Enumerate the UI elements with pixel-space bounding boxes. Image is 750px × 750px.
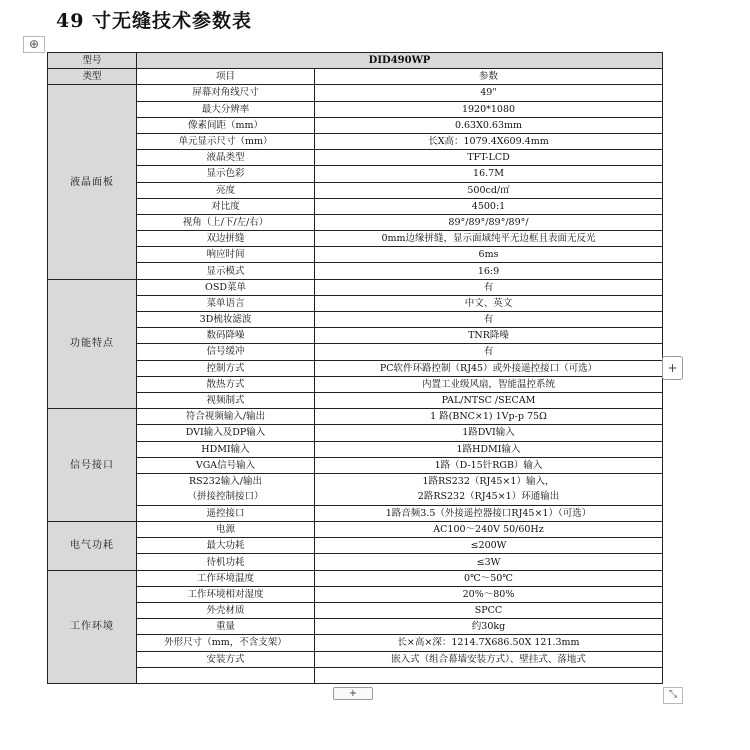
table-row — [48, 182, 663, 198]
table-row — [48, 457, 663, 473]
row-value: 1路（D-15针RGB）输入 — [315, 457, 663, 473]
row-item: 响应时间 — [137, 247, 315, 263]
add-column-button[interactable]: + — [662, 356, 683, 380]
row-value: 内置工业级风扇，智能温控系统 — [315, 376, 663, 392]
row-item: OSD菜单 — [137, 279, 315, 295]
table-row — [48, 586, 663, 602]
row-item: 电源 — [137, 522, 315, 538]
row-value: 1 路(BNC×1) 1Vp-p 75Ω — [315, 409, 663, 425]
row-item: 信号缓冲 — [137, 344, 315, 360]
table-row — [48, 619, 663, 635]
table-row — [48, 231, 663, 247]
table-row — [48, 344, 663, 360]
row-value-line: 2路RS232（RJ45×1）环通输出 — [417, 491, 560, 503]
row-value-line: 1路RS232（RJ45×1）输入， — [422, 476, 555, 488]
table-row — [48, 247, 663, 263]
model-label: 型号 — [48, 53, 137, 69]
row-value: 4500:1 — [315, 198, 663, 214]
row-value: 0℃～50℃ — [315, 570, 663, 586]
row-item: 视频制式 — [137, 392, 315, 408]
row-item: 菜单语言 — [137, 295, 315, 311]
row-item: 散热方式 — [137, 376, 315, 392]
row-item: 工作环境温度 — [137, 570, 315, 586]
table-row — [48, 522, 663, 538]
table-row — [48, 635, 663, 651]
row-item: 显示色彩 — [137, 166, 315, 182]
row-item: DVI输入及DP输入 — [137, 425, 315, 441]
table-row — [48, 409, 663, 425]
row-item: 重量 — [137, 619, 315, 635]
type-header: 类型 — [48, 69, 137, 85]
row-value: 1路音频3.5（外接遥控器接口RJ45×1）（可选） — [315, 505, 663, 521]
group-lcd-panel: 液晶面板 — [48, 85, 137, 279]
row-value: 1路DVI输入 — [315, 425, 663, 441]
row-item: 符合视频输入/输出 — [137, 409, 315, 425]
row-item — [137, 473, 315, 505]
row-value: 0.63X0.63mm — [315, 117, 663, 133]
table-row — [48, 312, 663, 328]
row-item: 显示模式 — [137, 263, 315, 279]
table-row — [48, 603, 663, 619]
row-value: 长×高×深：1214.7X686.50X 121.3mm — [315, 635, 663, 651]
group-features: 功能特点 — [48, 279, 137, 409]
table-row — [48, 279, 663, 295]
row-item: HDMI输入 — [137, 441, 315, 457]
row-item — [137, 667, 315, 683]
table-row — [48, 295, 663, 311]
row-value: 89°/89°/89°/89°/ — [315, 214, 663, 230]
row-value: 49" — [315, 85, 663, 101]
table-row — [48, 360, 663, 376]
table-row — [48, 166, 663, 182]
table-row — [48, 441, 663, 457]
row-value: 500cd/㎡ — [315, 182, 663, 198]
row-item: 视角（上/下/左/右） — [137, 214, 315, 230]
row-item: 3D梳妆滤波 — [137, 312, 315, 328]
table-row — [48, 473, 663, 505]
row-value: 1路HDMI输入 — [315, 441, 663, 457]
table-row — [48, 392, 663, 408]
table-row — [48, 505, 663, 521]
row-value: 有 — [315, 279, 663, 295]
row-item: 亮度 — [137, 182, 315, 198]
row-value: 长X高：1079.4X609.4mm — [315, 133, 663, 149]
add-row-button[interactable]: + — [333, 687, 373, 700]
table-row — [48, 150, 663, 166]
table-row — [48, 667, 663, 683]
table-row — [48, 328, 663, 344]
row-value: 约30kg — [315, 619, 663, 635]
table-row — [48, 263, 663, 279]
row-item: 像素间距（mm） — [137, 117, 315, 133]
table-row — [48, 117, 663, 133]
row-item-line: （拼接控制接口） — [187, 491, 264, 503]
row-item: 待机功耗 — [137, 554, 315, 570]
row-value: 有 — [315, 312, 663, 328]
group-power: 电气功耗 — [48, 522, 137, 571]
row-item: 控制方式 — [137, 360, 315, 376]
item-header: 项目 — [137, 69, 315, 85]
row-item: VGA信号输入 — [137, 457, 315, 473]
table-row — [48, 554, 663, 570]
row-value: 1920*1080 — [315, 101, 663, 117]
table-row — [48, 538, 663, 554]
group-environment: 工作环境 — [48, 570, 137, 683]
row-item: 遥控接口 — [137, 505, 315, 521]
page-title: 49 寸无缝技术参数表 — [56, 10, 253, 32]
row-item: 最大功耗 — [137, 538, 315, 554]
table-row — [48, 101, 663, 117]
row-value: 16.7M — [315, 166, 663, 182]
row-item: 对比度 — [137, 198, 315, 214]
model-value: DID490WP — [137, 53, 663, 69]
table-row — [48, 214, 663, 230]
row-item: 双边拼缝 — [137, 231, 315, 247]
row-value: TNR降噪 — [315, 328, 663, 344]
row-value: 嵌入式（组合幕墙安装方式）、壁挂式、落地式 — [315, 651, 663, 667]
table-row — [48, 376, 663, 392]
row-value: 16:9 — [315, 263, 663, 279]
row-value: ≤200W — [315, 538, 663, 554]
row-item: 外形尺寸（mm，不含支架） — [137, 635, 315, 651]
table-row — [48, 198, 663, 214]
spec-table — [47, 52, 663, 684]
table-row — [48, 133, 663, 149]
row-value: 6ms — [315, 247, 663, 263]
row-value: TFT-LCD — [315, 150, 663, 166]
row-value: SPCC — [315, 603, 663, 619]
row-item: 液晶类型 — [137, 150, 315, 166]
param-header: 参数 — [315, 69, 663, 85]
row-value: ≤3W — [315, 554, 663, 570]
row-value: 有 — [315, 344, 663, 360]
table-row — [48, 53, 663, 69]
row-item-line: RS232输入/输出 — [189, 476, 262, 488]
table-row — [48, 69, 663, 85]
row-value — [315, 667, 663, 683]
table-row — [48, 651, 663, 667]
group-interface: 信号接口 — [48, 409, 137, 522]
row-value: 0mm边缘拼缝，显示面域纯平无边框且表面无反光 — [315, 231, 663, 247]
row-value: PAL/NTSC /SECAM — [315, 392, 663, 408]
table-row — [48, 570, 663, 586]
row-value: AC100～240V 50/60Hz — [315, 522, 663, 538]
row-value: 中文、英文 — [315, 295, 663, 311]
table-row — [48, 85, 663, 101]
row-item: 外壳材质 — [137, 603, 315, 619]
row-item: 最大分辨率 — [137, 101, 315, 117]
row-value — [315, 473, 663, 505]
row-item: 安装方式 — [137, 651, 315, 667]
table-move-icon[interactable]: ⊕ — [23, 36, 45, 53]
table-resize-icon[interactable]: ⤡ — [663, 687, 683, 704]
row-value: PC软件环路控制（RJ45）或外接遥控接口（可选） — [315, 360, 663, 376]
row-item: 工作环境相对湿度 — [137, 586, 315, 602]
row-item: 屏幕对角线尺寸 — [137, 85, 315, 101]
row-item: 数码降噪 — [137, 328, 315, 344]
row-item: 单元显示尺寸（mm） — [137, 133, 315, 149]
table-row — [48, 425, 663, 441]
row-value: 20%～80% — [315, 586, 663, 602]
